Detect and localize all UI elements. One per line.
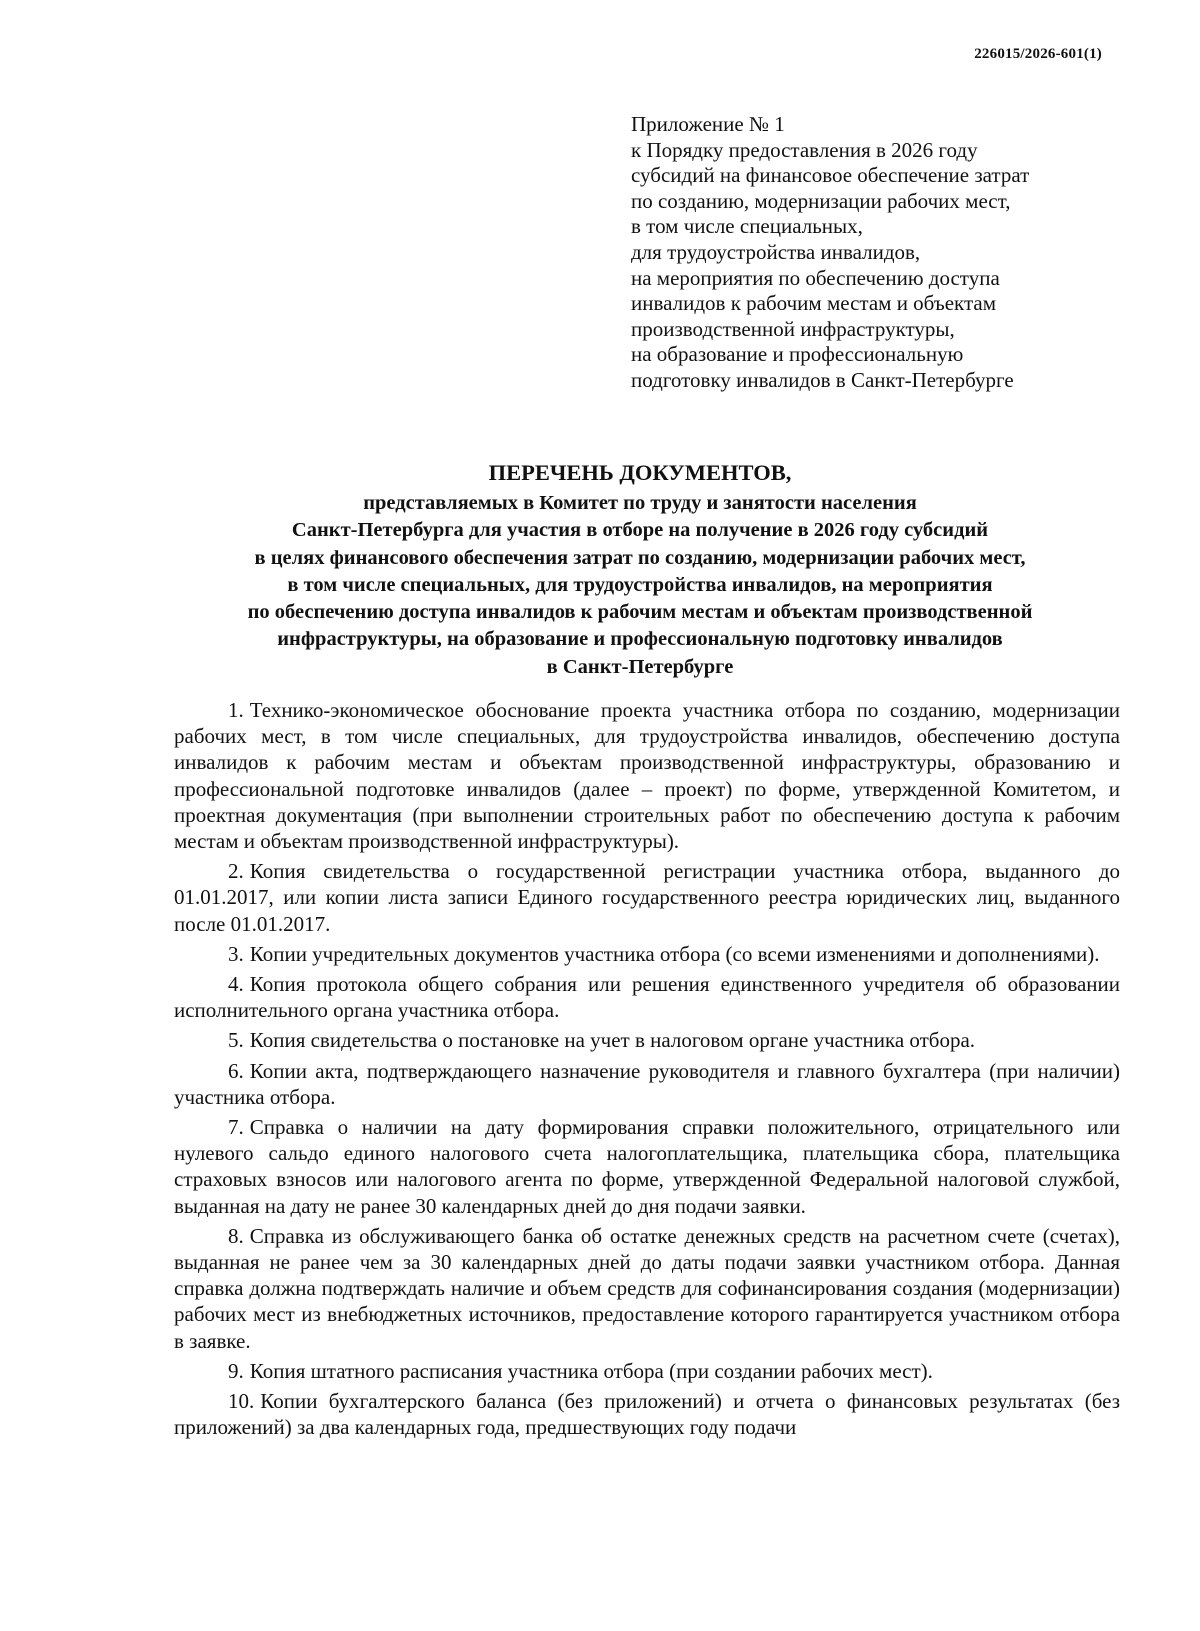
subtitle-line: Санкт-Петербурга для участия в отборе на получение в 2026 году субсидий: [291, 519, 989, 542]
list-item: [174, 1058, 1120, 1110]
appendix-line: по созданию, модернизации рабочих мест,: [631, 188, 1011, 213]
document-list: [174, 697, 1120, 1444]
subtitle-line: в Санкт-Петербурге: [546, 655, 734, 678]
item-text: Копия штатного расписания участника отбора (при создании рабочих мест).: [249, 1358, 933, 1383]
appendix-line: к Порядку предоставления в 2026 году: [631, 137, 978, 162]
list-item: [174, 1223, 1120, 1354]
item-number: 1.: [228, 698, 244, 722]
item-text: Копия свидетельства о государственной регистрации участника отбора, выданного до 01.01.2017, или копии листа записи Единого государственного реестра юридических лиц, выданного после 01.01.2017.: [174, 859, 1120, 936]
list-item: [174, 1358, 1120, 1384]
item-number: 8.: [228, 1223, 244, 1248]
item-text: Копии бухгалтерского баланса (без приложений) и отчета о финансовых результатах (без приложений) за два календарных года, предшествующих году подачи: [174, 1389, 1120, 1440]
item-text: Справка о наличии на дату формирования справки положительного, отрицательного или нулевого сальдо единого налогового счета налогоплательщика, плательщика сбора, плательщика страховых взносов или налогового агента по форме, утвержденной Федеральной налоговой службой, выданная на дату не ранее 30 календарных дней до дня подачи заявки.: [174, 1115, 1120, 1218]
subtitle-line: в том числе специальных, для трудоустройства инвалидов, на мероприятия: [287, 573, 993, 596]
appendix-line: в том числе специальных,: [631, 214, 863, 239]
item-number: 4.: [228, 972, 244, 997]
item-number: 2.: [228, 859, 244, 884]
subtitle-line: представляемых в Комитет по труду и занятости населения: [363, 492, 917, 514]
item-number: 7.: [228, 1115, 244, 1140]
appendix-line: инвалидов к рабочим местам и объектам: [631, 291, 996, 316]
subtitle-line: по обеспечению доступа инвалидов к рабочим местам и объектам производственной: [247, 601, 1033, 624]
appendix-line: для трудоустройства инвалидов,: [631, 239, 921, 264]
document-heading: [150, 458, 1130, 681]
list-item: [174, 1388, 1120, 1440]
appendix-line: производственной инфраструктуры,: [631, 316, 955, 341]
list-item: [174, 1114, 1120, 1219]
document-number: 226015/2026-601(1): [974, 46, 1102, 62]
item-text: Технико-экономическое обоснование проекта участника отбора по созданию, модернизации рабочих мест, в том числе специальных, для трудоустройства инвалидов, обеспечению доступа инвалидов к рабочим местам и объектам производственной инфраструктуры, образованию и профессиональной подготовке инвалидов (далее – проект) по форме, утвержденной Комитетом, и проектная документация (при выполнении строительных работ по обеспечению доступа к рабочим местам и объектам производственной инфраструктуры).: [174, 698, 1120, 854]
item-text: Копия свидетельства о постановке на учет в налоговом органе участника отбора.: [249, 1028, 976, 1053]
appendix-block: [631, 112, 1131, 394]
item-text: Копия протокола общего собрания или решения единственного учредителя об образовании исполнительного органа участника отбора.: [174, 972, 1120, 1023]
list-item: [174, 971, 1120, 1023]
list-item: [174, 858, 1120, 937]
appendix-line: субсидий на финансовое обеспечение затрат: [631, 163, 1030, 188]
item-number: 9.: [228, 1358, 244, 1383]
list-item: [174, 697, 1120, 854]
item-number: 10.: [228, 1389, 255, 1414]
document-title: ПЕРЕЧЕНЬ ДОКУМЕНТОВ,: [488, 460, 792, 485]
item-number: 5.: [228, 1028, 244, 1053]
list-item: [174, 1027, 1120, 1053]
appendix-line: подготовку инвалидов в Санкт-Петербурге: [631, 367, 1014, 392]
appendix-line: Приложение № 1: [631, 112, 785, 136]
appendix-line: на мероприятия по обеспечению доступа: [631, 265, 1000, 290]
item-number: 3.: [228, 941, 244, 966]
list-item: [174, 941, 1120, 967]
item-text: Копии учредительных документов участника отбора (со всеми изменениями и дополнениями).: [249, 941, 1100, 966]
subtitle-line: в целях финансового обеспечения затрат по созданию, модернизации рабочих мест,: [254, 546, 1026, 569]
appendix-line: на образование и профессиональную: [631, 342, 964, 367]
item-number: 6.: [228, 1058, 244, 1083]
item-text: Справка из обслуживающего банка об остатке денежных средств на расчетном счете (счетах), выданная не ранее чем за 30 календарных дней до даты подачи заявки участником отбора. Данная справка должна подтверждать наличие и объем средств для софинансирования создания (модернизации) рабочих мест из внебюджетных источников, предоставление которого гарантируется участником отбора в заявке.: [174, 1223, 1120, 1353]
item-text: Копии акта, подтверждающего назначение руководителя и главного бухгалтера (при наличии) участника отбора.: [174, 1058, 1120, 1109]
subtitle-line: инфраструктуры, на образование и профессиональную подготовку инвалидов: [277, 628, 1003, 651]
